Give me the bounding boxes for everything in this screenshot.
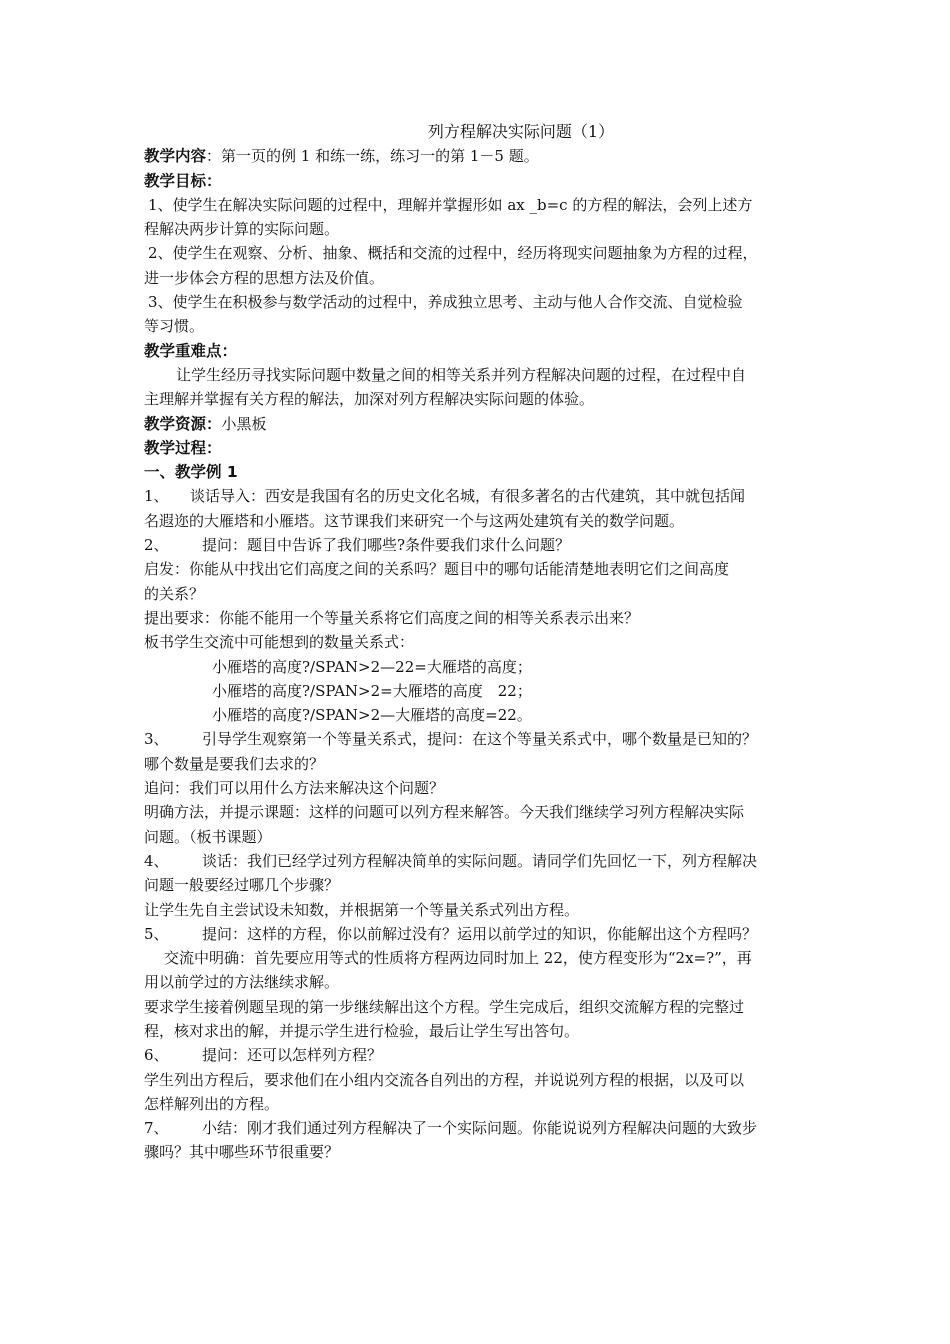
goal-2-line-1: 2、使学生在观察、分析、抽象、概括和交流的过程中，经历将现实问题抽象为方程的过程， — [148, 244, 758, 263]
step-number: 6、 — [144, 1046, 169, 1065]
goal-2-line-2: 进一步体会方程的思想方法及价值。 — [144, 268, 385, 287]
process-line — [144, 1116, 808, 1140]
process-lines — [144, 484, 808, 1164]
step-number: 5、 — [144, 924, 169, 943]
section-heading-example-1: 一、教学例 1 — [144, 463, 238, 482]
step-number: 4、 — [144, 851, 169, 870]
process-line — [144, 849, 808, 873]
teaching-goals-heading: 教学目标： — [144, 171, 222, 190]
step-text: 提问：题目中告诉了我们哪些?条件要我们求什么问题？ — [202, 536, 571, 555]
process-line: 交流中明确：首先要应用等式的性质将方程两边同时加上 22，使方程变形为“2x=?”，再 — [164, 949, 752, 968]
step-number: 2、 — [144, 536, 169, 555]
keypoints-heading: 教学重难点： — [144, 341, 238, 360]
equation-line: 小雁塔的高度?/SPAN>2—22=大雁塔的高度； — [212, 657, 532, 676]
process-line: 怎样解列出的方程。 — [144, 1094, 280, 1113]
teaching-resources-label: 教学资源： — [144, 414, 222, 433]
process-line: 提出要求：你能不能用一个等量关系将它们高度之间的相等关系表示出来？ — [144, 608, 640, 627]
process-line — [144, 484, 808, 508]
step-text: 提问：还可以怎样列方程？ — [202, 1046, 383, 1065]
equation-line: 小雁塔的高度?/SPAN>2=大雁塔的高度 22； — [212, 681, 532, 700]
process-line: 学生列出方程后，要求他们在小组内交流各自列出的方程，并说说列方程的根据，以及可以 — [144, 1070, 745, 1089]
keypoints-line-2: 主理解并掌握有关方程的解法，加深对列方程解决实际问题的体验。 — [144, 390, 595, 409]
process-line: 问题一般要经过哪几个步骤？ — [144, 876, 340, 895]
goal-3-line-2: 等习惯。 — [144, 317, 205, 336]
process-line — [144, 922, 808, 946]
document-title: 列方程解决实际问题（1） — [427, 122, 615, 141]
step-text: 谈话：我们已经学过列方程解决简单的实际问题。请同学们先回忆一下，列方程解决 — [202, 851, 758, 870]
process-line: 让学生先自主尝试设未知数，并根据第一个等量关系式列出方程。 — [144, 900, 580, 919]
process-line: 追问：我们可以用什么方法来解决这个问题？ — [144, 779, 445, 798]
step-text: 引导学生观察第一个等量关系式，提问：在这个等量关系式中，哪个数量是已知的？ — [202, 730, 758, 749]
step-text: 提问：这样的方程，你以前解过没有？运用以前学过的知识，你能解出这个方程吗？ — [202, 924, 758, 943]
step-text: 谈话导入：西安是我国有名的历史文化名城，有很多著名的古代建筑，其中就包括闻 — [190, 487, 746, 506]
step-text: 小结：刚才我们通过列方程解决了一个实际问题。你能说说列方程解决问题的大致步 — [202, 1119, 758, 1138]
process-line: 要求学生接着例题呈现的第一步继续解出这个方程。学生完成后，组织交流解方程的完整过 — [144, 997, 745, 1016]
process-line: 程，核对求出的解，并提示学生进行检验，最后让学生写出答句。 — [144, 1021, 580, 1040]
teaching-content — [144, 144, 808, 168]
teaching-content-text: ：第一页的例 1 和练一练，练习一的第 1－5 题。 — [206, 147, 539, 166]
equation-line: 小雁塔的高度?/SPAN>2—大雁塔的高度=22。 — [212, 706, 532, 725]
process-line: 的关系？ — [144, 584, 205, 603]
goal-1-line-2: 程解决两步计算的实际问题。 — [144, 220, 340, 239]
process-line — [144, 727, 808, 751]
document-page — [144, 120, 808, 1165]
goal-3-line-1: 3、使学生在积极参与数学活动的过程中，养成独立思考、主动与他人合作交流、自觉检验 — [148, 293, 743, 312]
step-number: 3、 — [144, 730, 169, 749]
step-number: 7、 — [144, 1119, 169, 1138]
process-line: 问题。（板书课题） — [144, 827, 272, 846]
process-line: 板书学生交流中可能想到的数量关系式： — [144, 633, 415, 652]
teaching-resources — [144, 412, 808, 436]
process-line — [144, 1043, 808, 1067]
teaching-process-heading: 教学过程： — [144, 438, 222, 457]
process-line: 名遐迩的大雁塔和小雁塔。这节课我们来研究一个与这两处建筑有关的数学问题。 — [144, 511, 685, 530]
process-line: 骤吗？其中哪些环节很重要？ — [144, 1143, 340, 1162]
goal-1-line-1: 1、使学生在解决实际问题的过程中，理解并掌握形如 ax _b=c 的方程的解法，会列上述方 — [148, 195, 753, 214]
teaching-resources-text: 小黑板 — [221, 414, 267, 433]
process-line: 明确方法，并提示课题：这样的问题可以列方程来解答。今天我们继续学习列方程解决实际 — [144, 803, 745, 822]
process-line — [144, 533, 808, 557]
process-line: 启发：你能从中找出它们高度之间的关系吗？题目中的哪句话能清楚地表明它们之间高度 — [144, 560, 730, 579]
step-number: 1、 — [144, 487, 169, 506]
keypoints-line-1: 让学生经历寻找实际问题中数量之间的相等关系并列方程解决问题的过程，在过程中自 — [176, 365, 747, 384]
teaching-content-label: 教学内容 — [144, 147, 207, 166]
process-line: 用以前学过的方法继续求解。 — [144, 973, 340, 992]
process-line: 哪个数量是要我们去求的？ — [144, 754, 325, 773]
